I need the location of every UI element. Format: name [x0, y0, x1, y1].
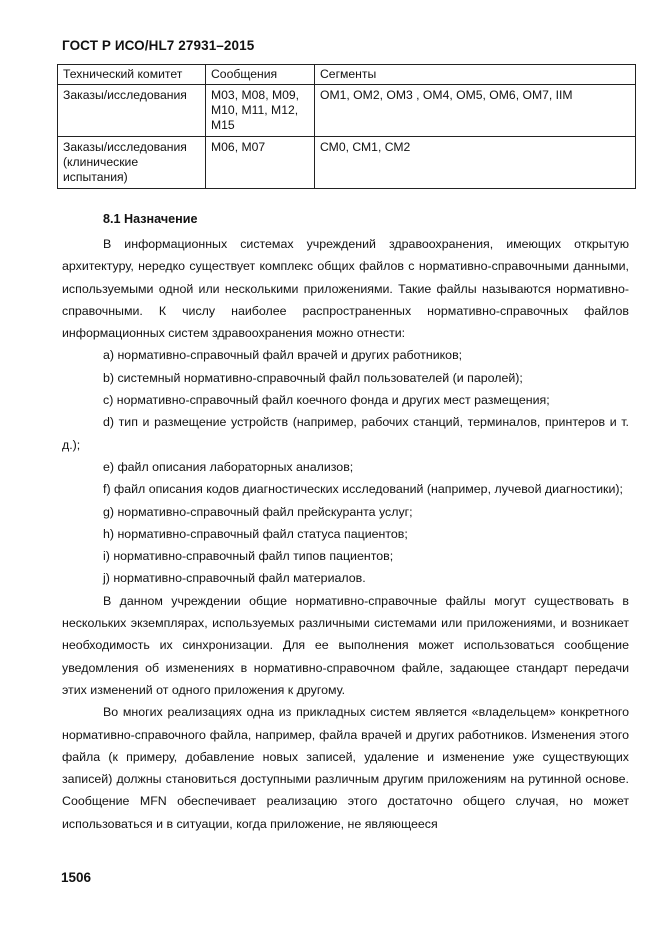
list-item: j) нормативно-справочный файл материалов.	[103, 571, 366, 586]
table-row	[58, 137, 636, 189]
column-header-committee: Технический комитет	[58, 65, 206, 85]
list-item: f) файл описания кодов диагностических исследований (например, лучевой диагностики);	[103, 482, 623, 497]
cell-messages: М06, М07	[206, 137, 315, 189]
list-item: е) файл описания лабораторных анализов;	[103, 459, 354, 474]
cell-committee: Заказы/исследования (клинические испытания)	[58, 137, 206, 189]
list-item: g) нормативно-справочный файл прейскуранта услуг;	[103, 504, 413, 519]
section-body	[62, 233, 629, 835]
table-row	[58, 85, 636, 137]
list-item: а) нормативно-справочный файл врачей и других работников;	[103, 348, 463, 363]
list-item: h) нормативно-справочный файл статуса пациентов;	[103, 526, 408, 541]
table-header-row	[58, 65, 636, 85]
document-header: ГОСТ Р ИСО/HL7 27931–2015	[62, 38, 255, 53]
cell-segments: СМ0, СМ1, СМ2	[315, 137, 636, 189]
section-title: 8.1 Назначение	[103, 212, 198, 226]
column-header-segments: Сегменты	[315, 65, 636, 85]
cell-segments: ОМ1, ОМ2, ОМ3 , ОМ4, ОМ5, ОМ6, ОМ7, IIM	[315, 85, 636, 137]
cell-messages: М03, М08, М09, М10, М11, М12, М15	[206, 85, 315, 137]
column-header-messages: Сообщения	[206, 65, 315, 85]
cell-committee: Заказы/исследования	[58, 85, 206, 137]
paragraph-owner: Во многих реализациях одна из прикладных систем является «владельцем» конкретного нормативно-справочного файла, например, файла врачей и других работников. Изменения этого файла (к примеру, добавление новых записей, удаление и изменение уже существующих записей) должны становиться доступными различным другим приложениям на рутинной основе. Сообщение MFN обеспечивает реализацию этого достаточно общего случая, но может использоваться и в ситуации, когда приложение, не являющееся	[62, 705, 629, 831]
list-item: i) нормативно-справочный файл типов пациентов;	[103, 549, 394, 564]
list-item: d) тип и размещение устройств (например, рабочих станций, терминалов, принтеров и т. д.);	[62, 415, 629, 452]
list-item: b) системный нормативно-справочный файл пользователей (и паролей);	[103, 370, 523, 385]
paragraph-synchronization: В данном учреждении общие нормативно-справочные файлы могут существовать в нескольких экземплярах, используемых различными системами или приложениями, и возникает необходимость их синхронизации. Для ее выполнения может использоваться сообщение уведомления об изменениях в нормативно-справочном файле, задающее стандарт передачи этих изменений от одного приложения к другому.	[62, 593, 629, 697]
list-item: c) нормативно-справочный файл коечного фонда и других мест размещения;	[103, 393, 550, 408]
segments-table	[57, 64, 636, 189]
intro-paragraph: В информационных системах учреждений здравоохранения, имеющих открытую архитектуру, нередко существует комплекс общих файлов с нормативно-справочными данными, используемыми одной или несколькими приложениями. Такие файлы называются нормативно-справочными. К числу наиболее распространенных нормативно-справочных файлов информационных систем здравоохранения можно отнести:	[62, 237, 629, 341]
page-number: 1506	[61, 870, 92, 885]
